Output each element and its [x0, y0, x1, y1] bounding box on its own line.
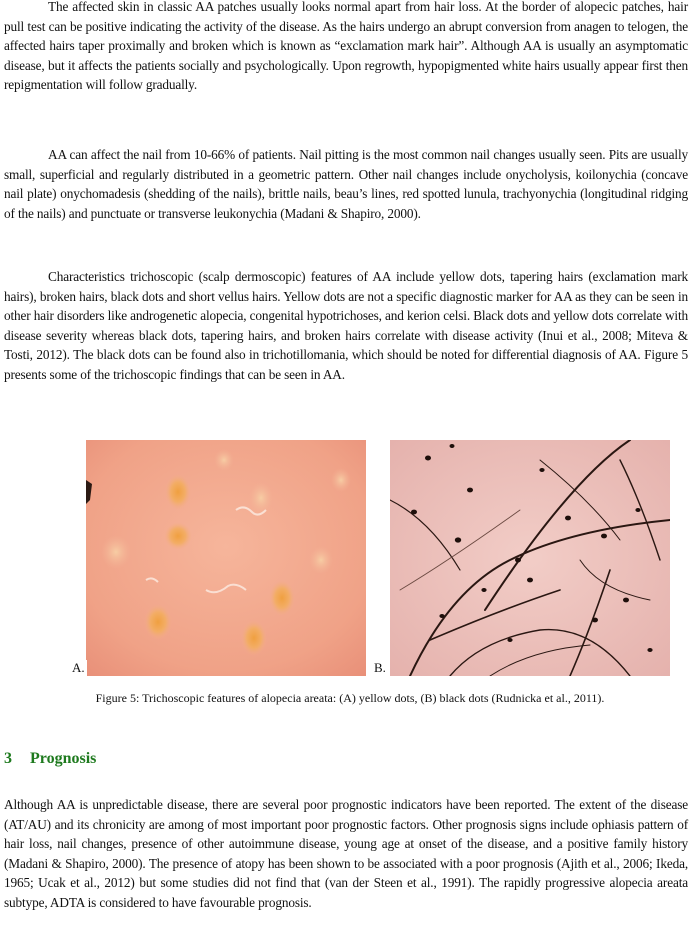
paragraph-trichoscopy: Characteristics trichoscopic (scalp dermoscopic) features of AA include yellow dots, tapering hairs (exclamation mark hairs), broken hairs, black dots and short vellus hairs. Yellow dots are not a specific diagnostic marker for AA as they can be seen in other hair disorders like androgenetic alopecia, congenital hypotrichoses, and kerion celsi. Black dots and yellow dots correlate with disease severity whereas black dots, tapering hairs, and broken hairs correlate with disease activity (Inui et al., 2008; Miteva & Tosti, 2012). The black dots can be found also in trichotillomania, which should be noted for differential diagnosis of AA. Figure 5 presents some of the trichoscopic findings that can be seen in AA.	[4, 269, 688, 382]
section-number: 3	[4, 750, 12, 767]
paragraph-prognosis: Although AA is unpredictable disease, there are several poor prognostic indicators have been reported. The extent of the disease (AT/AU) and its chronicity are among of most important poor prognostic factors. Other prognosis signs include ophiasis pattern of hair loss, nail changes, presence of other autoimmune disease, young age at onset of the disease, and a positive family history (Madani & Shapiro, 2000). The presence of atopy has been shown to be associated with a poor prognosis (Ajith et al., 2006; Ikeda, 1965; Ucak et al., 2012) but some studies did not find that (van der Steen et al., 1991). The rapidly progressive alopecia areata subtype, ADTA is considered to have favourable prognosis.	[4, 797, 688, 910]
yellow-dots-photo	[86, 440, 366, 676]
figure-caption: Figure 5: Trichoscopic features of alopecia areata: (A) yellow dots, (B) black dots (Rudnicka et al., 2011).	[95, 691, 605, 705]
paragraph-clinical-features: The affected skin in classic AA patches usually looks normal apart from hair loss. At the border of alopecic patches, hair pull test can be positive indicating the activity of the disease. As the hairs undergo an abrupt conversion from anagen to telogen, the affected hairs taper proximally and broken which is known as “exclamation mark hair”. Although AA is usually an asymptomatic disease, but it affects the patients socially and psychologically. Upon regrowth, hypopigmented white hairs usually appear first then repigmentation will follow gradually.	[4, 0, 688, 92]
figure-5	[70, 440, 680, 680]
section-title: Prognosis	[30, 750, 97, 767]
paragraph-nail-changes: AA can affect the nail from 10-66% of patients. Nail pitting is the most common nail changes usually seen. Pits are usually small, superficial and regularly distributed in a geometric pattern. Other nail changes include onycholysis, koilonychia (concave nail plate) onychomadesis (shedding of the nails), brittle nails, beau’s lines, red spotted lunula, trachyonychia (longitudinal ridging of the nails) and punctuate or transverse leukonychia (Madani & Shapiro, 2000).	[4, 147, 688, 221]
section-heading	[4, 748, 96, 770]
black-dots-photo	[390, 440, 670, 676]
panel-label-b: B.	[374, 660, 386, 675]
panel-label-a: A.	[72, 660, 85, 675]
